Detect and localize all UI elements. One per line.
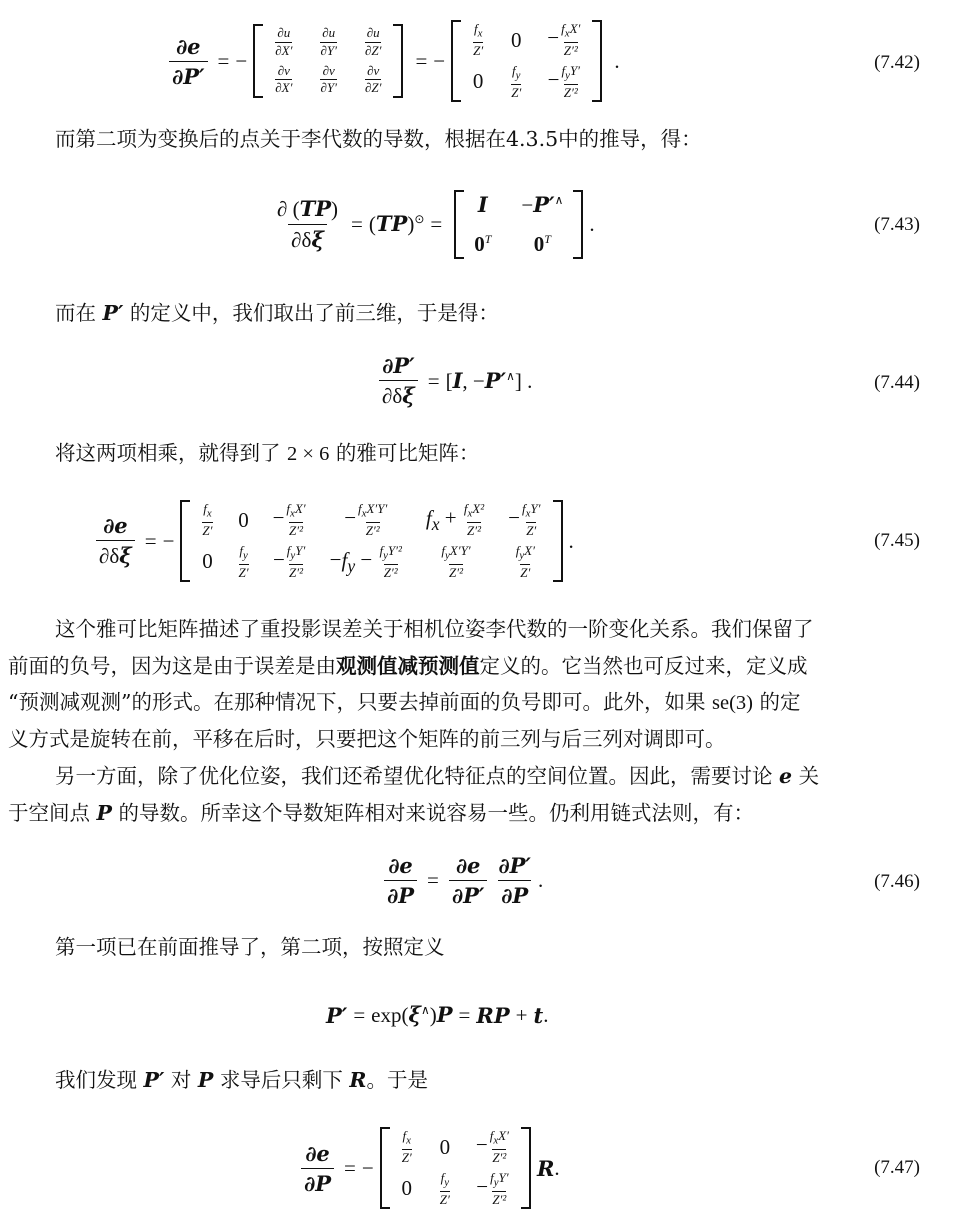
paragraph-text: 第一项已在前面推导了，第二项，按照定义: [55, 935, 445, 959]
equation-unnumbered: P′ = exp(ξ∧)P = RP + t .: [326, 1002, 549, 1028]
paragraph-text: “预测减观测”的形式。在那种情况下，只要去掉前面的负号即可。此外，如果 se(3) 的定: [8, 690, 801, 714]
equation-7-46: $\frac{\partial e}{\partial P}$ = $\frac{\partial e}{\partial P'}$ $\frac{\partial P'}{\partial P}$ .: [380, 848, 543, 912]
equation-7-43: $\frac{\partial (TP)}{\partial\delta\xi}$ = (TP)⊙ = I −P′∧ $0^T$ $0^T$ .: [270, 180, 595, 268]
paragraph-text: 于空间点 P 的导数。所幸这个导数矩阵相对来说容易一些。仍利用链式法则，有：: [8, 801, 754, 825]
equation-7-47: $\frac{\partial e}{\partial P}$ = − $\frac{f_x}{Z'}$ 0 − $\frac{f_xX'}{\text{Z′²}}$ 0 $\frac{f_y}{Z'}$ − $\frac{f_yY'}{\text{Z′²}}$ R .: [297, 1124, 560, 1212]
paragraph-text: 另一方面，除了优化位姿，我们还希望优化特征点的空间位置。因此，需要讨论 e 关: [55, 764, 820, 788]
equation-number: (7.45): [874, 530, 920, 551]
equation-7-42: $\frac{\partial e}{\partial P'}$ = − $\frac{\partial u}{\partial X'}$ $\frac{\partial u}{\partial Y'}$ $\frac{\partial u}{\partial Z'}$ $\frac{\partial v}{\partial X'}$ $\frac{\partial v}{\partial Y'}$ $\frac{\partial v}{\partial Z'}$ = − $\frac{f_x}{Z'}$ 0 − $\frac{f_xX'}{\text{Z′²}}$ 0 $\frac{f_y}{Z'}$ − $\frac{f_yY'}{\text{Z′²}}$ .: [165, 16, 620, 106]
paragraph-text: 我们发现 P′ 对 P 求导后只剩下 R。于是: [55, 1068, 428, 1092]
equation-number: (7.43): [874, 214, 920, 235]
equation-number: (7.46): [874, 871, 920, 892]
paragraph-text: 将这两项相乘，就得到了 2 × 6 的雅可比矩阵：: [55, 441, 480, 465]
paragraph-text: 而在 P′ 的定义中，我们取出了前三维，于是得：: [55, 301, 499, 325]
paragraph-text: 前面的负号，因为这是由于误差是由观测值减预测值定义的。它当然也可反过来，定义成: [8, 654, 808, 678]
equation-number: (7.44): [874, 372, 920, 393]
paragraph-text: 这个雅可比矩阵描述了重投影误差关于相机位姿李代数的一阶变化关系。我们保留了: [55, 617, 814, 641]
equation-number: (7.42): [874, 52, 920, 73]
equation-7-44: $\frac{\partial P'}{\partial\delta\xi}$ = [I, −P′∧] .: [375, 350, 532, 412]
paragraph-text: 义方式是旋转在前，平移在后时，只要把这个矩阵的前三列与后三列对调即可。: [8, 727, 726, 751]
equation-number: (7.47): [874, 1157, 920, 1178]
paragraph-text: 而第二项为变换后的点关于李代数的导数，根据在4.3.5中的推导，得：: [55, 127, 702, 151]
equation-7-45: $\frac{\partial e}{\partial\delta\xi}$ = − $\frac{f_x}{Z'}$ 0 − $\frac{f_xX'}{\text{Z′²}}$ − $\frac{f_xX'Y'}{\text{Z′²}}$ $f_x$ + $\frac{f_xX^2}{\text{Z′²}}$ − $\frac{f_xY'}{Z'}$ 0 $\frac{f_y}{Z'}$ − $\frac{f_yY'}{\text{Z′²}}$ $-f_y$ − $\frac{f_yY'^2}{\text{Z′²}}$ $\frac{f_yX'Y'}{\text{Z′²}}$ $\frac{f_yX'}{Z'}$ .: [92, 496, 574, 586]
